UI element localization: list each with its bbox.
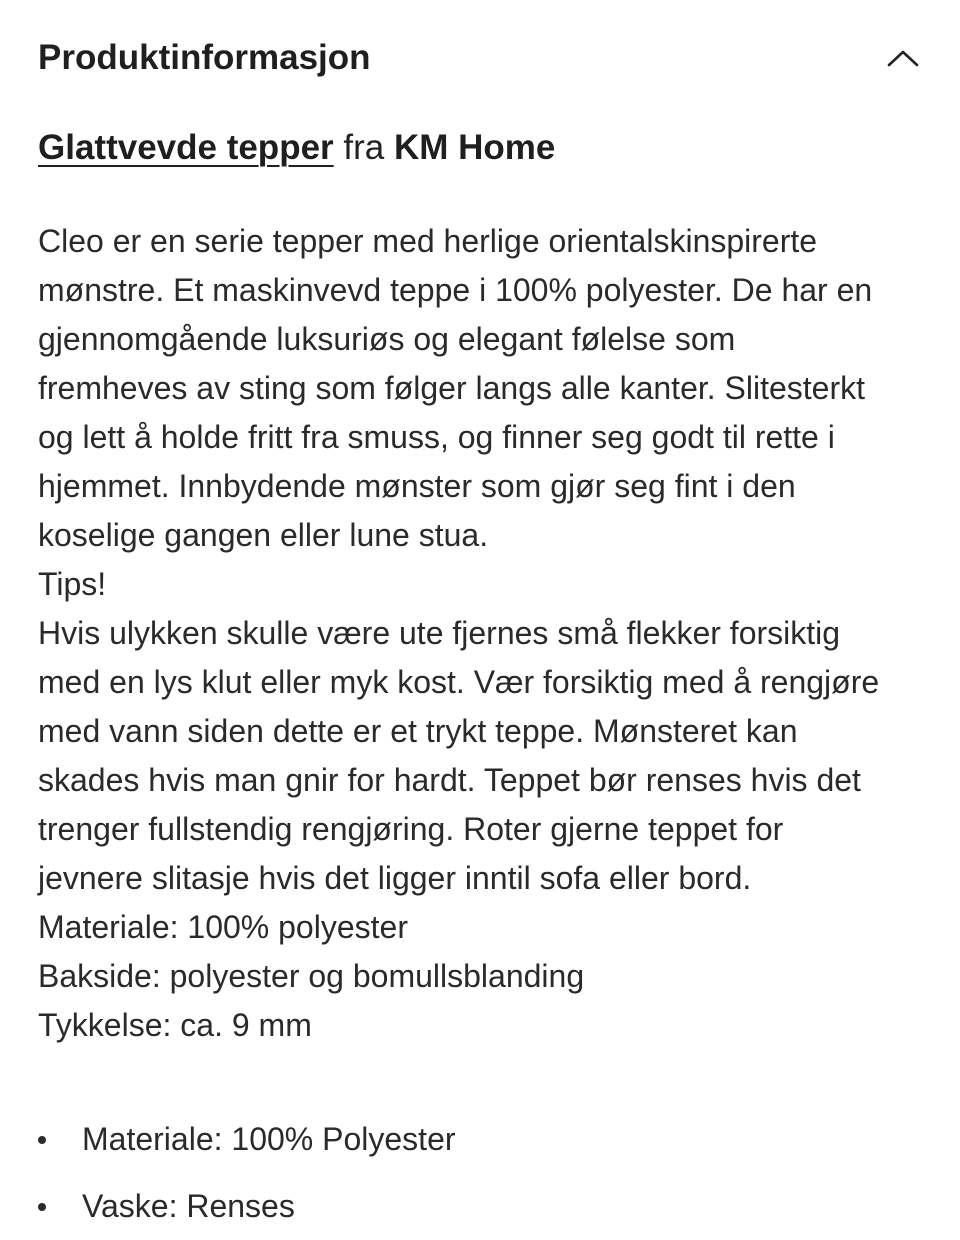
brand-name: KM Home [393, 128, 556, 167]
description-line: Cleo er en serie tepper med herlige orientalskinspirerte [38, 223, 818, 259]
subtitle-connector: fra [343, 128, 385, 167]
product-subtitle [38, 128, 555, 168]
category-link[interactable]: Glattvevde tepper [38, 128, 334, 167]
description-line: Materiale: 100% polyester [38, 909, 408, 945]
list-item [38, 1173, 456, 1240]
bullet-icon [38, 1203, 46, 1211]
bullet-icon [38, 1136, 46, 1144]
list-item-text: Materiale: 100% Polyester [82, 1121, 456, 1157]
description-line: med vann siden dette er et trykt teppe. Mønsteret kan [38, 713, 798, 749]
description-line: skades hvis man gnir for hardt. Teppet bør renses hvis det [38, 762, 861, 798]
description-line: med en lys klut eller myk kost. Vær forsiktig med å rengjøre [38, 664, 880, 700]
product-specs-list [38, 1106, 456, 1240]
product-description [38, 217, 938, 1050]
description-line: koselige gangen eller lune stua. [38, 517, 489, 553]
chevron-up-icon[interactable] [886, 41, 920, 75]
description-line: Bakside: polyester og bomullsblanding [38, 958, 585, 994]
product-info-header[interactable] [38, 30, 920, 86]
description-line: mønstre. Et maskinvevd teppe i 100% polyester. De har en [38, 272, 873, 308]
list-item [38, 1106, 456, 1173]
list-item-text: Vaske: Renses [82, 1188, 295, 1224]
description-line: Tykkelse: ca. 9 mm [38, 1007, 312, 1043]
description-line: hjemmet. Innbydende mønster som gjør seg fint i den [38, 468, 796, 504]
description-line: Tips! [38, 566, 107, 602]
description-line: Hvis ulykken skulle være ute fjernes små flekker forsiktig [38, 615, 841, 651]
description-line: jevnere slitasje hvis det ligger inntil sofa eller bord. [38, 860, 752, 896]
description-line: og lett å holde fritt fra smuss, og finner seg godt til rette i [38, 419, 835, 455]
description-line: gjennomgående luksuriøs og elegant følelse som [38, 321, 736, 357]
description-line: fremheves av sting som følger langs alle kanter. Slitesterkt [38, 370, 866, 406]
description-line: trenger fullstendig rengjøring. Roter gjerne teppet for [38, 811, 784, 847]
section-title: Produktinformasjon [38, 38, 371, 77]
